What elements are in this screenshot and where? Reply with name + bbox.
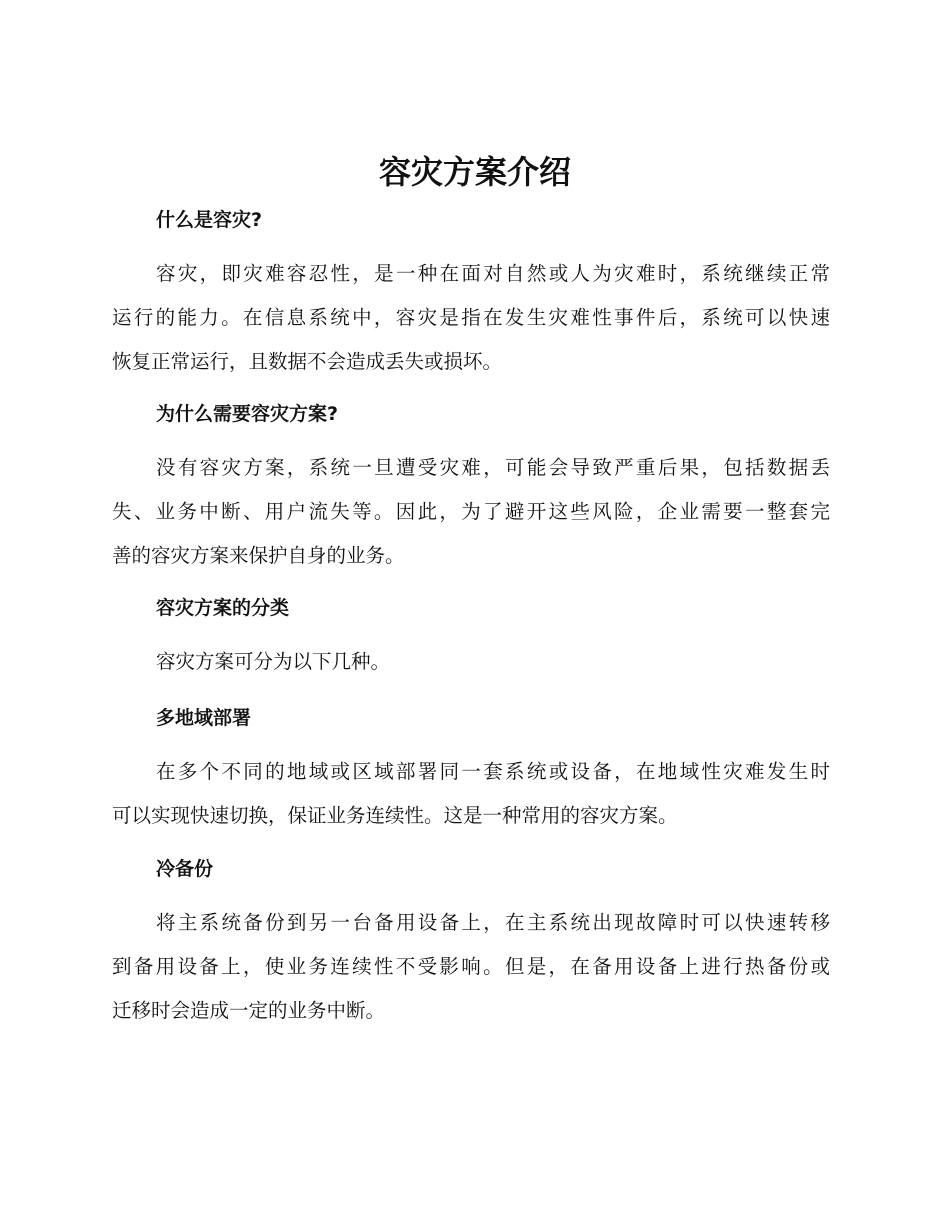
- section-heading-why-dr: 为什么需要容灾方案?: [156, 403, 339, 425]
- paragraph-line: 可以实现快速切换，保证业务连续性。这是一种常用的容灾方案。: [112, 804, 678, 827]
- section-paragraph-dr-classification: [112, 640, 830, 684]
- section-paragraph-why-dr: [112, 446, 830, 578]
- paragraph-line: 没有容灾方案，系统一旦遭受灾难，可能会导致严重后果，包括数据丢: [156, 456, 830, 479]
- paragraph-line: 恢复正常运行，且数据不会造成丢失或损坏。: [112, 350, 503, 373]
- section-paragraph-what-is-dr: [112, 252, 830, 384]
- paragraph-line: 运行的能力。在信息系统中，容灾是指在发生灾难性事件后，系统可以快速: [112, 306, 830, 329]
- section-heading-what-is-dr: 什么是容灾?: [156, 209, 263, 231]
- paragraph-line: 迁移时会造成一定的业务中断。: [112, 999, 386, 1022]
- paragraph-line: 容灾方案可分为以下几种。: [156, 650, 391, 673]
- section-paragraph-multi-region: [112, 750, 830, 838]
- paragraph-line: 到备用设备上，使业务连续性不受影响。但是，在备用设备上进行热备份或: [112, 955, 830, 978]
- section-heading-multi-region: 多地域部署: [156, 707, 252, 729]
- section-paragraph-cold-backup: [112, 901, 830, 1033]
- section-heading-cold-backup: 冷备份: [156, 858, 214, 880]
- document-title: 容灾方案介绍: [378, 153, 571, 191]
- paragraph-line: 将主系统备份到另一台备用设备上，在主系统出现故障时可以快速转移: [156, 911, 830, 934]
- paragraph-line: 失、业务中断、用户流失等。因此，为了避开这些风险，企业需要一整套完: [112, 500, 830, 523]
- paragraph-line: 在多个不同的地域或区域部署同一套系统或设备，在地域性灾难发生时: [156, 760, 830, 783]
- paragraph-line: 容灾，即灾难容忍性，是一种在面对自然或人为灾难时，系统继续正常: [156, 262, 830, 285]
- paragraph-line: 善的容灾方案来保护自身的业务。: [112, 544, 405, 567]
- section-heading-dr-classification: 容灾方案的分类: [156, 597, 290, 619]
